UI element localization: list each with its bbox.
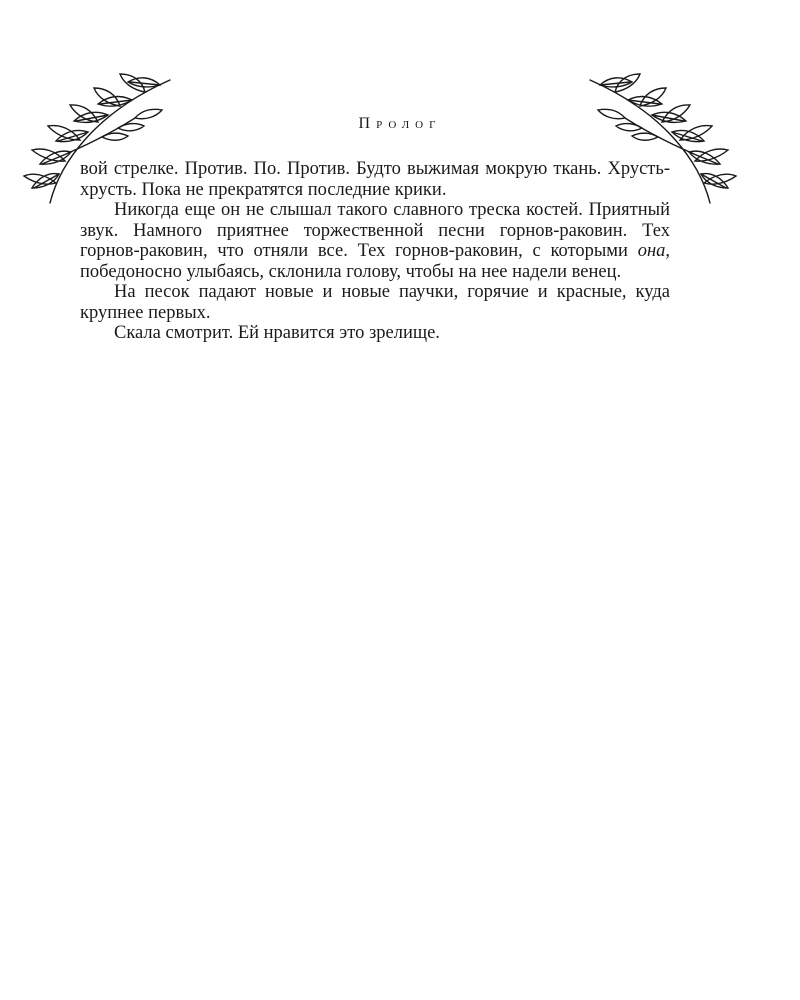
italic-text: она (637, 241, 666, 261)
paragraph (80, 200, 670, 282)
paragraph (80, 323, 670, 344)
paragraph-text: вой стрелке. Против. По. Против. Будто выжимая мокрую ткань. Хрусть-хрусть. Пока не прекратятся последние крики. (80, 159, 670, 200)
paragraph (80, 159, 670, 200)
paragraph-text: Никогда еще он не слышал такого славного треска костей. Приятный звук. Намного приятнее торжественной песни горнов-раковин. Тех горнов-раковин, что отняли все. Тех горнов-раковин, с которыми (80, 200, 670, 261)
paragraph-text: На песок падают новые и новые паучки, горячие и красные, куда крупнее первых. (80, 282, 670, 323)
paragraph-text: Скала смотрит. Ей нравится это зрелище. (114, 323, 440, 343)
body-text (80, 159, 670, 344)
paragraph-text: , победоносно улыбаясь, склонила голову, чтобы на нее надели венец. (80, 241, 670, 282)
running-head: Пролог (358, 115, 442, 132)
paragraph (80, 282, 670, 323)
